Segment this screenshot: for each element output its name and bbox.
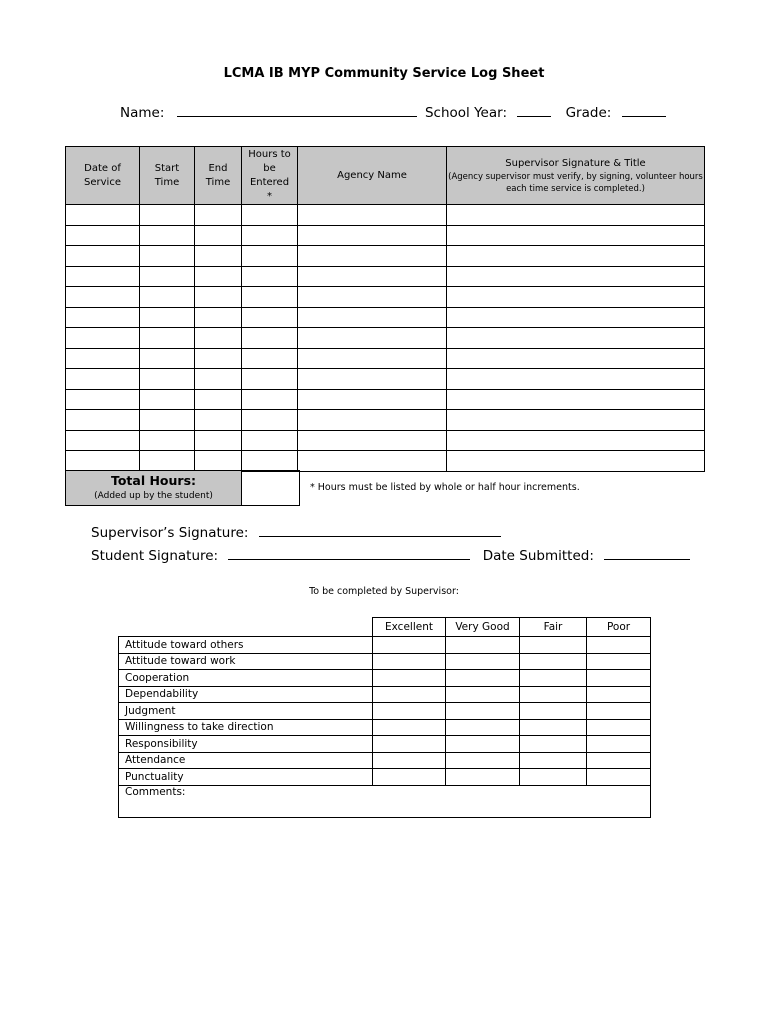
supervisor-signature-cell[interactable] — [447, 451, 705, 472]
hours-cell[interactable] — [242, 451, 298, 472]
total-hours-label-cell — [66, 471, 242, 506]
end-time-cell[interactable] — [195, 287, 242, 308]
log-row — [66, 266, 705, 287]
col-end-time: End Time — [195, 147, 242, 205]
col-date-of-service: Date of Service — [66, 147, 140, 205]
student-signature-field[interactable] — [228, 547, 470, 560]
date-cell[interactable] — [66, 451, 140, 472]
agency-cell[interactable] — [298, 430, 447, 451]
hours-cell[interactable] — [242, 307, 298, 328]
end-time-cell[interactable] — [195, 225, 242, 246]
rating-cell[interactable] — [587, 736, 651, 753]
agency-cell[interactable] — [298, 328, 447, 349]
supervisor-signature-cell[interactable] — [447, 389, 705, 410]
rating-cell[interactable] — [446, 653, 520, 670]
grade-label: Grade: — [565, 105, 612, 121]
hours-cell[interactable] — [242, 430, 298, 451]
supervisor-section-intro: To be completed by Supervisor: — [309, 586, 459, 597]
supervisor-signature-cell[interactable] — [447, 430, 705, 451]
rating-cell[interactable] — [373, 719, 446, 736]
rating-cell[interactable] — [373, 752, 446, 769]
comments-label: Comments: — [125, 785, 186, 798]
date-cell[interactable] — [66, 287, 140, 308]
start-time-cell[interactable] — [140, 451, 195, 472]
rating-cell[interactable] — [520, 736, 587, 753]
rating-cell[interactable] — [446, 670, 520, 687]
col-hours: Hours to be Entered * — [242, 147, 298, 205]
supervisor-signature-cell[interactable] — [447, 225, 705, 246]
rating-cell[interactable] — [446, 637, 520, 654]
criteria-label: Attendance — [119, 752, 373, 769]
total-hours-field[interactable] — [242, 471, 300, 506]
student-signature-line — [91, 547, 690, 564]
criteria-row — [119, 752, 651, 769]
rating-cell[interactable] — [587, 769, 651, 786]
col-supervisor-signature — [447, 147, 705, 205]
supervisor-signature-cell[interactable] — [447, 307, 705, 328]
start-time-cell[interactable] — [140, 430, 195, 451]
date-cell[interactable] — [66, 225, 140, 246]
supervisor-signature-cell[interactable] — [447, 246, 705, 267]
date-submitted-field[interactable] — [604, 547, 690, 560]
col-agency-name: Agency Name — [298, 147, 447, 205]
start-time-cell[interactable] — [140, 246, 195, 267]
criteria-row — [119, 653, 651, 670]
supervisor-signature-cell[interactable] — [447, 205, 705, 226]
name-label: Name: — [120, 105, 165, 121]
start-time-cell[interactable] — [140, 307, 195, 328]
supervisor-signature-cell[interactable] — [447, 266, 705, 287]
agency-cell[interactable] — [298, 389, 447, 410]
start-time-cell[interactable] — [140, 287, 195, 308]
student-signature-label: Student Signature: — [91, 548, 219, 564]
criteria-row — [119, 736, 651, 753]
log-header-row — [66, 147, 705, 205]
rating-cell[interactable] — [373, 736, 446, 753]
supervisor-signature-cell[interactable] — [447, 369, 705, 390]
supervisor-signature-cell[interactable] — [447, 348, 705, 369]
rating-cell[interactable] — [587, 686, 651, 703]
rating-cell[interactable] — [587, 653, 651, 670]
criteria-row — [119, 719, 651, 736]
start-time-cell[interactable] — [140, 348, 195, 369]
log-row — [66, 369, 705, 390]
hours-cell[interactable] — [242, 266, 298, 287]
school-year-label: School Year: — [424, 105, 507, 121]
rating-cell[interactable] — [373, 686, 446, 703]
date-cell[interactable] — [66, 246, 140, 267]
date-cell[interactable] — [66, 348, 140, 369]
criteria-header-spacer — [119, 618, 373, 637]
log-row — [66, 410, 705, 431]
log-row — [66, 328, 705, 349]
rating-cell[interactable] — [520, 769, 587, 786]
comments-row — [119, 785, 651, 817]
criteria-label: Judgment — [119, 703, 373, 720]
criteria-label: Willingness to take direction — [119, 719, 373, 736]
supervisor-signature-cell[interactable] — [447, 287, 705, 308]
agency-cell[interactable] — [298, 225, 447, 246]
supervisor-signature-cell[interactable] — [447, 328, 705, 349]
end-time-cell[interactable] — [195, 246, 242, 267]
grade-field[interactable] — [622, 104, 666, 117]
end-time-cell[interactable] — [195, 410, 242, 431]
agency-cell[interactable] — [298, 205, 447, 226]
hours-cell[interactable] — [242, 225, 298, 246]
rating-cell[interactable] — [373, 653, 446, 670]
rating-cell[interactable] — [587, 719, 651, 736]
log-row — [66, 225, 705, 246]
start-time-cell[interactable] — [140, 225, 195, 246]
start-time-cell[interactable] — [140, 369, 195, 390]
hours-cell[interactable] — [242, 389, 298, 410]
log-row — [66, 430, 705, 451]
school-year-field[interactable] — [517, 104, 551, 117]
total-hours-sublabel: (Added up by the student) — [94, 491, 213, 501]
name-field[interactable] — [177, 104, 417, 117]
rating-cell[interactable] — [373, 703, 446, 720]
date-cell[interactable] — [66, 266, 140, 287]
rating-poor: Poor — [587, 618, 651, 637]
date-cell[interactable] — [66, 369, 140, 390]
agency-cell[interactable] — [298, 348, 447, 369]
criteria-row — [119, 637, 651, 654]
agency-cell[interactable] — [298, 246, 447, 267]
log-row — [66, 451, 705, 472]
supervisor-column-title: Supervisor Signature & Title — [505, 157, 646, 169]
end-time-cell[interactable] — [195, 430, 242, 451]
supervisor-signature-field[interactable] — [259, 524, 501, 537]
rating-very-good: Very Good — [446, 618, 520, 637]
hours-cell[interactable] — [242, 328, 298, 349]
rating-cell[interactable] — [373, 769, 446, 786]
rating-cell[interactable] — [587, 637, 651, 654]
hours-cell[interactable] — [242, 205, 298, 226]
agency-cell[interactable] — [298, 369, 447, 390]
start-time-cell[interactable] — [140, 410, 195, 431]
rating-cell[interactable] — [587, 703, 651, 720]
rating-cell[interactable] — [520, 637, 587, 654]
date-cell[interactable] — [66, 389, 140, 410]
rating-cell[interactable] — [446, 769, 520, 786]
supervisor-column-note: (Agency supervisor must verify, by signing, volunteer hours each time service is completed.) — [448, 171, 703, 194]
criteria-row — [119, 686, 651, 703]
supervisor-signature-line — [91, 524, 501, 541]
date-cell[interactable] — [66, 410, 140, 431]
agency-cell[interactable] — [298, 266, 447, 287]
rating-cell[interactable] — [446, 719, 520, 736]
supervisor-signature-cell[interactable] — [447, 410, 705, 431]
rating-cell[interactable] — [373, 637, 446, 654]
end-time-cell[interactable] — [195, 348, 242, 369]
hours-increment-note: * Hours must be listed by whole or half hour increments. — [310, 482, 580, 493]
end-time-cell[interactable] — [195, 369, 242, 390]
evaluation-body — [119, 637, 651, 786]
total-hours-label: Total Hours: — [110, 473, 197, 488]
criteria-label: Attitude toward work — [119, 653, 373, 670]
criteria-label: Cooperation — [119, 670, 373, 687]
rating-cell[interactable] — [446, 752, 520, 769]
service-log-table — [65, 146, 705, 472]
hours-cell[interactable] — [242, 348, 298, 369]
date-cell[interactable] — [66, 430, 140, 451]
rating-cell[interactable] — [587, 670, 651, 687]
end-time-cell[interactable] — [195, 451, 242, 472]
page-title: LCMA IB MYP Community Service Log Sheet — [223, 66, 545, 81]
log-row — [66, 389, 705, 410]
rating-cell[interactable] — [446, 703, 520, 720]
rating-cell[interactable] — [520, 686, 587, 703]
start-time-cell[interactable] — [140, 266, 195, 287]
log-row — [66, 348, 705, 369]
date-submitted-label: Date Submitted: — [482, 548, 594, 564]
rating-cell[interactable] — [520, 719, 587, 736]
start-time-cell[interactable] — [140, 389, 195, 410]
end-time-cell[interactable] — [195, 389, 242, 410]
date-cell[interactable] — [66, 328, 140, 349]
end-time-cell[interactable] — [195, 307, 242, 328]
criteria-label: Dependability — [119, 686, 373, 703]
criteria-label: Responsibility — [119, 736, 373, 753]
rating-cell[interactable] — [520, 670, 587, 687]
log-row — [66, 287, 705, 308]
hours-cell[interactable] — [242, 369, 298, 390]
rating-cell[interactable] — [446, 686, 520, 703]
comments-field[interactable] — [119, 785, 651, 817]
supervisor-evaluation-table — [118, 617, 651, 818]
criteria-row — [119, 769, 651, 786]
log-row — [66, 246, 705, 267]
log-body — [66, 205, 705, 472]
agency-cell[interactable] — [298, 451, 447, 472]
criteria-row — [119, 670, 651, 687]
rating-cell[interactable] — [446, 736, 520, 753]
end-time-cell[interactable] — [195, 328, 242, 349]
agency-cell[interactable] — [298, 307, 447, 328]
student-info-line — [120, 104, 666, 121]
hours-cell[interactable] — [242, 287, 298, 308]
end-time-cell[interactable] — [195, 205, 242, 226]
total-hours-table — [65, 470, 300, 506]
criteria-label: Attitude toward others — [119, 637, 373, 654]
log-row — [66, 307, 705, 328]
rating-fair: Fair — [520, 618, 587, 637]
rating-cell[interactable] — [520, 703, 587, 720]
criteria-row — [119, 703, 651, 720]
agency-cell[interactable] — [298, 287, 447, 308]
rating-excellent: Excellent — [373, 618, 446, 637]
rating-cell[interactable] — [587, 752, 651, 769]
end-time-cell[interactable] — [195, 266, 242, 287]
col-start-time: Start Time — [140, 147, 195, 205]
log-row — [66, 205, 705, 226]
date-cell[interactable] — [66, 307, 140, 328]
date-cell[interactable] — [66, 205, 140, 226]
hours-cell[interactable] — [242, 410, 298, 431]
rating-cell[interactable] — [373, 670, 446, 687]
start-time-cell[interactable] — [140, 205, 195, 226]
criteria-label: Punctuality — [119, 769, 373, 786]
rating-cell[interactable] — [520, 653, 587, 670]
rating-cell[interactable] — [520, 752, 587, 769]
start-time-cell[interactable] — [140, 328, 195, 349]
rating-header-row — [119, 618, 651, 637]
hours-cell[interactable] — [242, 246, 298, 267]
agency-cell[interactable] — [298, 410, 447, 431]
supervisor-signature-label: Supervisor’s Signature: — [91, 525, 249, 541]
